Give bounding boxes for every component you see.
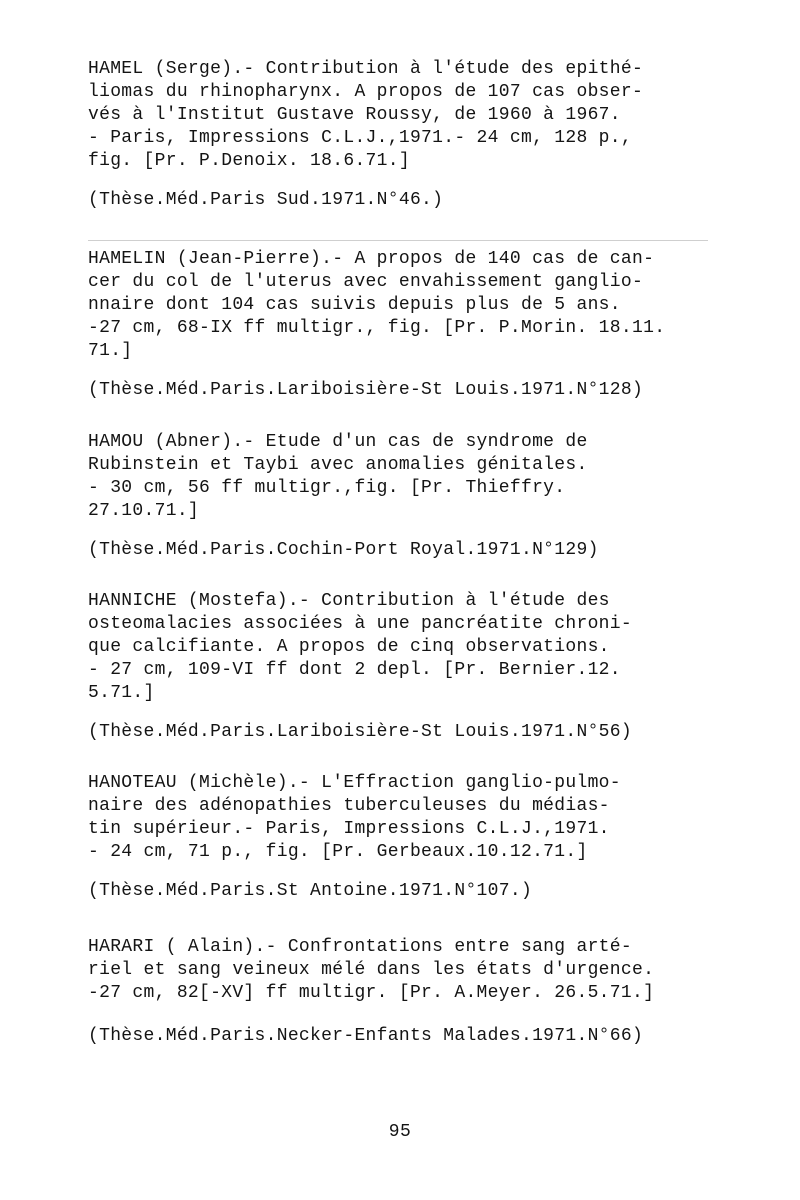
thesis-source: (Thèse.Méd.Paris.Lariboisière-St Louis.1971.N°128) — [88, 380, 644, 400]
entry-text-line: HANOTEAU (Michèle).- L'Effraction ganglio-pulmo- — [88, 773, 621, 793]
entry-text-line: osteomalacies associées à une pancréatite chroni- — [88, 614, 632, 634]
entry-text-line: 5.71.] — [88, 683, 155, 703]
entry-text-line: HAMEL (Serge).- Contribution à l'étude des epithé- — [88, 59, 644, 79]
entry-text-line: HARARI ( Alain).- Confrontations entre sang arté- — [88, 937, 632, 957]
bibliography-entry-hanniche — [88, 590, 728, 744]
page-number: 95 — [388, 1122, 412, 1142]
entry-text-line: - Paris, Impressions C.L.J.,1971.- 24 cm, 128 p., — [88, 128, 632, 148]
entry-text-line: -27 cm, 82[-XV] ff multigr. [Pr. A.Meyer. 26.5.71.] — [88, 983, 655, 1003]
entry-text-line: vés à l'Institut Gustave Roussy, de 1960 à 1967. — [88, 105, 621, 125]
entry-text-line: -27 cm, 68-IX ff multigr., fig. [Pr. P.Morin. 18.11. — [88, 318, 666, 338]
entry-text-line: Rubinstein et Taybi avec anomalies génitales. — [88, 455, 588, 475]
bibliography-entry-hamelin — [88, 248, 728, 402]
entry-text-line: HAMOU (Abner).- Etude d'un cas de syndrome de — [88, 432, 588, 452]
entry-text-line: 71.] — [88, 341, 133, 361]
entry-text-line: fig. [Pr. P.Denoix. 18.6.71.] — [88, 151, 410, 171]
entry-text-line: tin supérieur.- Paris, Impressions C.L.J.,1971. — [88, 819, 610, 839]
entry-text-line: nnaire dont 104 cas suivis depuis plus de 5 ans. — [88, 295, 621, 315]
entry-text-line: cer du col de l'uterus avec envahissement ganglio- — [88, 272, 644, 292]
bibliography-entry-harari — [88, 936, 728, 1048]
bibliography-entry-hanoteau — [88, 772, 728, 903]
thesis-source: (Thèse.Méd.Paris.Necker-Enfants Malades.1971.N°66) — [88, 1026, 644, 1046]
entry-text-line: HAMELIN (Jean-Pierre).- A propos de 140 cas de can- — [88, 249, 655, 269]
entry-text-line: riel et sang veineux mélé dans les états d'urgence. — [88, 960, 655, 980]
thesis-source: (Thèse.Méd.Paris.Lariboisière-St Louis.1971.N°56) — [88, 722, 632, 742]
entry-text-line: - 30 cm, 56 ff multigr.,fig. [Pr. Thieffry. — [88, 478, 566, 498]
thesis-source: (Thèse.Méd.Paris.Cochin-Port Royal.1971.N°129) — [88, 540, 599, 560]
bibliography-entry-hamou — [88, 431, 728, 562]
entry-text-line: naire des adénopathies tuberculeuses du médias- — [88, 796, 610, 816]
entry-text-line: HANNICHE (Mostefa).- Contribution à l'étude des — [88, 591, 610, 611]
thesis-source: (Thèse.Méd.Paris Sud.1971.N°46.) — [88, 190, 444, 210]
entry-text-line: 27.10.71.] — [88, 501, 200, 521]
entry-text-line: - 24 cm, 71 p., fig. [Pr. Gerbeaux.10.12.71.] — [88, 842, 588, 862]
thesis-source: (Thèse.Méd.Paris.St Antoine.1971.N°107.) — [88, 881, 533, 901]
entry-text-line: liomas du rhinopharynx. A propos de 107 cas obser- — [88, 82, 644, 102]
bibliography-entry-hamel — [88, 58, 728, 212]
divider — [88, 240, 708, 241]
entry-text-line: - 27 cm, 109-VI ff dont 2 depl. [Pr. Bernier.12. — [88, 660, 621, 680]
entry-text-line: que calcifiante. A propos de cinq observations. — [88, 637, 610, 657]
